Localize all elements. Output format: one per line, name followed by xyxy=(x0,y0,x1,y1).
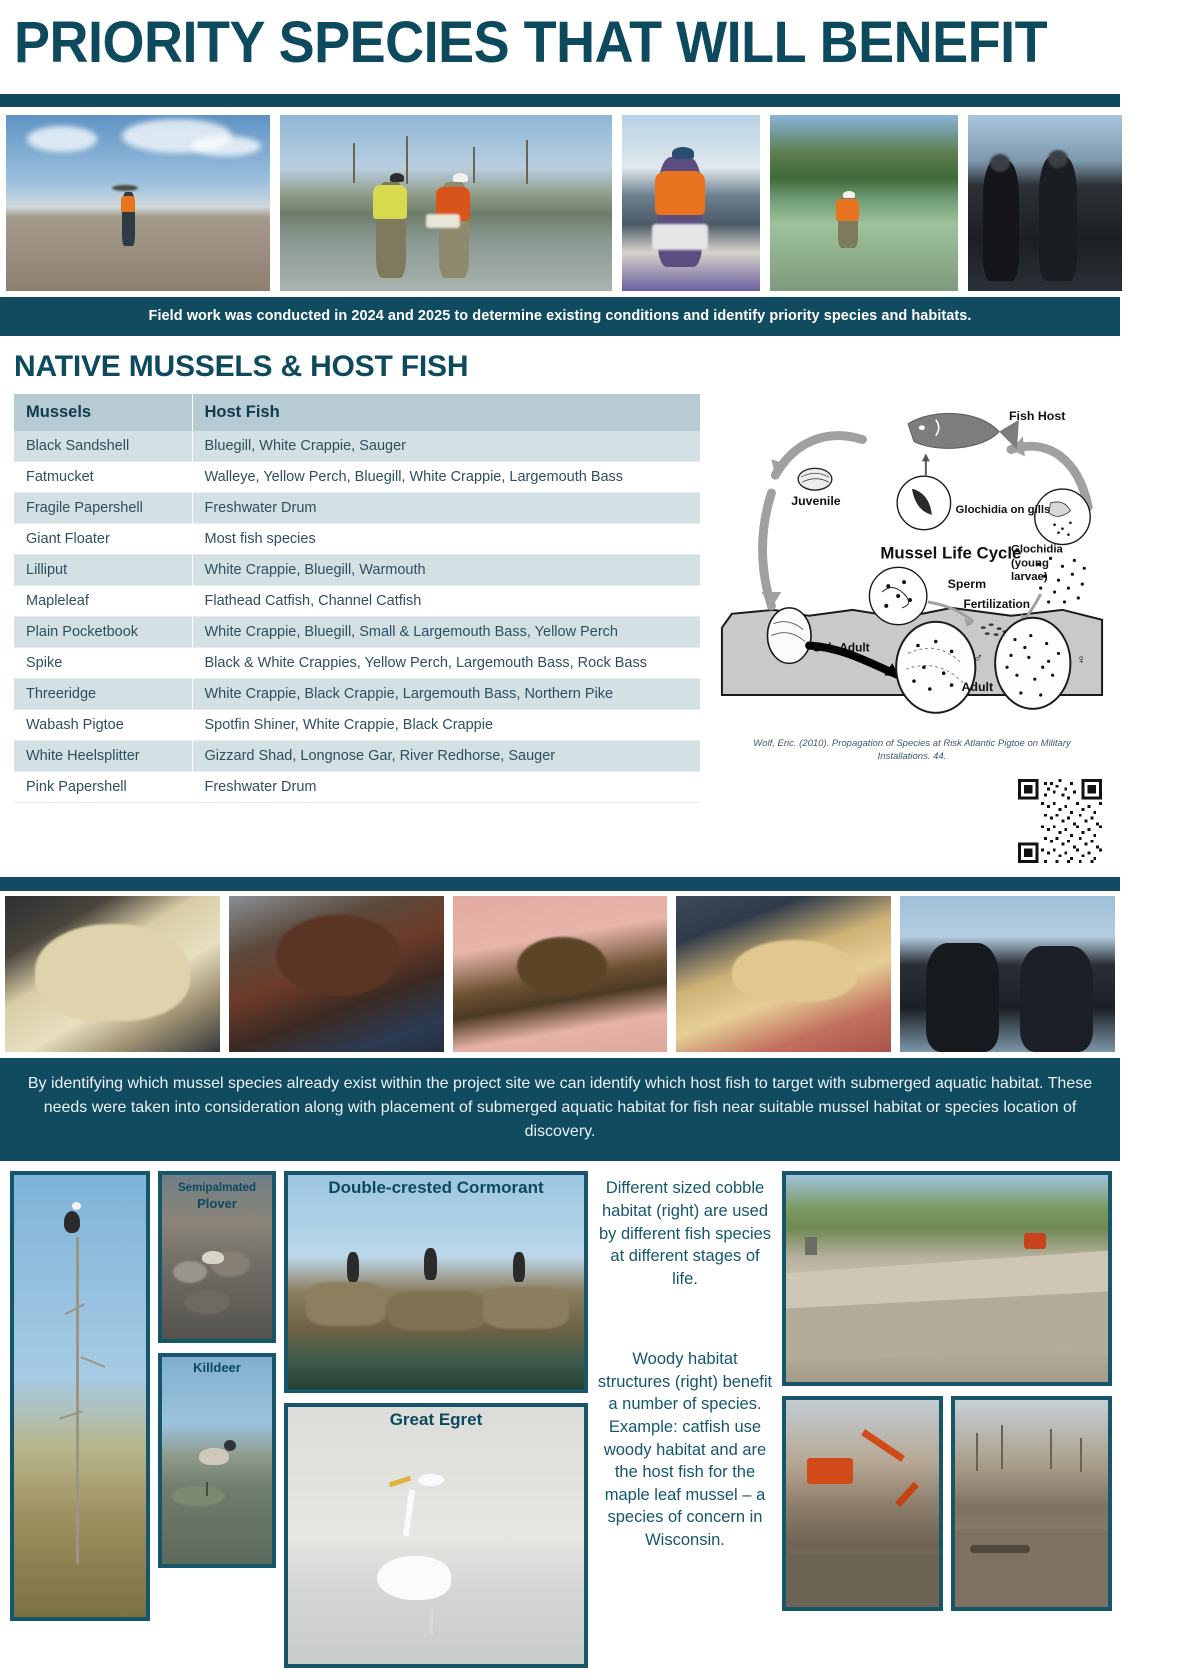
photo-dive-team-on-boat xyxy=(966,113,1124,293)
diagram-label-glochidia-1: Glochidia xyxy=(1010,543,1063,556)
diagram-label-sub-adult: Sub-Adult xyxy=(813,640,870,655)
title-divider xyxy=(0,94,1120,107)
qr-code-icon[interactable] xyxy=(1018,779,1102,863)
note-woody-habitat: Woody habitat structures (right) benefit a number of species. Example: catfish use woody habitat and are the host fish for the maple leaf mussel – a species of concern in Wisconsin. xyxy=(597,1350,773,1550)
cell-mussel: Lilliput xyxy=(14,555,192,586)
cell-mussel: Black Sandshell xyxy=(14,431,192,462)
diagram-label-sperm: Sperm xyxy=(947,577,987,592)
photo-great-egret xyxy=(284,1403,588,1668)
page-title: PRIORITY SPECIES THAT WILL BENEFIT xyxy=(14,10,1048,75)
photo-bald-eagle-on-snag xyxy=(10,1171,150,1621)
section-divider xyxy=(0,877,1120,891)
cell-mussel: Spike xyxy=(14,648,192,679)
column-header-mussels: Mussels xyxy=(14,394,192,431)
photo-mussel-in-hand xyxy=(227,894,446,1054)
plover-label-line2: Plover xyxy=(197,1196,237,1212)
cell-host-fish: Freshwater Drum xyxy=(192,772,700,803)
table-row xyxy=(14,741,700,772)
species-label-cormorant: Double-crested Cormorant xyxy=(328,1178,544,1198)
species-habitat-grid xyxy=(0,1161,1120,1678)
cell-mussel: Fatmucket xyxy=(14,462,192,493)
photo-biologist-on-boat xyxy=(620,113,762,293)
cell-mussel: Threeridge xyxy=(14,679,192,710)
column-habitat-notes xyxy=(596,1171,774,1551)
qr-code-wrapper[interactable] xyxy=(714,779,1110,863)
cell-host-fish: Freshwater Drum xyxy=(192,493,700,524)
cell-host-fish: White Crappie, Bluegill, Small & Largemouth Bass, Yellow Perch xyxy=(192,617,700,648)
fieldwork-photo-strip xyxy=(0,107,1120,297)
species-label-plover xyxy=(162,1175,272,1216)
photo-surveyor-shoreline xyxy=(768,113,960,293)
photo-mussel-with-zebra-mussels xyxy=(674,894,893,1054)
cell-host-fish: Bluegill, White Crappie, Sauger xyxy=(192,431,700,462)
cell-mussel: Mapleleaf xyxy=(14,586,192,617)
cell-host-fish: Walleye, Yellow Perch, Bluegill, White Crappie, Largemouth Bass xyxy=(192,462,700,493)
table-row xyxy=(14,555,700,586)
diagram-label-adult: Adult xyxy=(961,680,994,695)
photo-excavator-placing-woody-habitat xyxy=(782,1396,943,1611)
fieldwork-caption: Field work was conducted in 2024 and 2025 to determine existing conditions and identify priority species and habitats. xyxy=(0,297,1120,336)
table-row xyxy=(14,493,700,524)
photo-small-mussel-in-palm xyxy=(451,894,670,1054)
photo-semipalmated-plover xyxy=(158,1171,276,1343)
plover-label-line1: Semipalmated xyxy=(178,1182,256,1195)
table-row xyxy=(14,772,700,803)
table-row xyxy=(14,679,700,710)
table-row xyxy=(14,431,700,462)
photo-field-biologist-wading xyxy=(4,113,272,293)
male-symbol-icon: ♂ xyxy=(973,649,984,665)
column-habitat-photos xyxy=(782,1171,1112,1611)
table-row xyxy=(14,586,700,617)
table-row xyxy=(14,710,700,741)
mussel-host-fish-table-wrapper xyxy=(14,394,700,803)
cell-mussel: Wabash Pigtoe xyxy=(14,710,192,741)
photo-killdeer xyxy=(158,1353,276,1568)
photo-double-crested-cormorant xyxy=(284,1171,588,1393)
photo-two-surveyors-in-water xyxy=(278,113,614,293)
section-heading-native-mussels: NATIVE MUSSELS & HOST FISH xyxy=(14,350,469,383)
photo-shoreline-woody-habitat xyxy=(951,1396,1112,1611)
summary-text-block: By identifying which mussel species already exist within the project site we can identify which host fish to target with submerged aquatic habitat. These needs were taken into consideration along with placement of submerged aquatic habitat for fish near suitable mussel habitat or species location of discovery. xyxy=(0,1058,1120,1161)
mussel-photo-strip xyxy=(0,891,1120,1058)
table-row xyxy=(14,524,700,555)
cell-mussel: Pink Papershell xyxy=(14,772,192,803)
diagram-label-glochidia-3: larvae) xyxy=(1010,571,1048,584)
mussel-host-fish-table xyxy=(14,394,700,803)
column-header-host-fish: Host Fish xyxy=(192,394,700,431)
diagram-title: Mussel Life Cycle xyxy=(880,543,1022,563)
diagram-label-fish-host: Fish Host xyxy=(1009,408,1066,423)
mussels-and-lifecycle-section xyxy=(0,394,1120,863)
mussel-life-cycle-column xyxy=(700,394,1110,863)
diagram-label-glochidia-2: (young xyxy=(1010,557,1049,570)
species-label-egret: Great Egret xyxy=(389,1410,483,1430)
cell-host-fish: Flathead Catfish, Channel Catfish xyxy=(192,586,700,617)
diagram-label-juvenile: Juvenile xyxy=(791,493,841,508)
poster-header xyxy=(0,0,1120,82)
diagram-citation: Wolf, Eric. (2010). Propagation of Species at Risk Atlantic Pigtoe on Military Installations. 44. xyxy=(753,737,1071,762)
cell-host-fish: White Crappie, Bluegill, Warmouth xyxy=(192,555,700,586)
cell-mussel: White Heelsplitter xyxy=(14,741,192,772)
species-label-killdeer: Killdeer xyxy=(193,1360,241,1376)
photo-two-divers-smiling xyxy=(898,894,1117,1054)
table-body xyxy=(14,431,700,803)
table-row xyxy=(14,617,700,648)
table-row xyxy=(14,462,700,493)
diagram-label-glochidia-on-gills: Glochidia on gills xyxy=(955,503,1051,516)
cell-host-fish: Spotfin Shiner, White Crappie, Black Crappie xyxy=(192,710,700,741)
cell-mussel: Plain Pocketbook xyxy=(14,617,192,648)
mussel-life-cycle-diagram xyxy=(714,398,1110,725)
cell-mussel: Fragile Papershell xyxy=(14,493,192,524)
photo-cobble-habitat-construction xyxy=(782,1171,1112,1386)
diagram-label-fertilization: Fertilization xyxy=(963,596,1031,611)
column-eagle xyxy=(10,1171,150,1621)
cell-host-fish: White Crappie, Black Crappie, Largemouth Bass, Northern Pike xyxy=(192,679,700,710)
cell-host-fish: Black & White Crappies, Yellow Perch, Largemouth Bass, Rock Bass xyxy=(192,648,700,679)
table-header-row xyxy=(14,394,700,431)
female-symbol-icon: ♀ xyxy=(1076,651,1086,667)
cell-mussel: Giant Floater xyxy=(14,524,192,555)
column-bird-species xyxy=(158,1171,588,1668)
table-row xyxy=(14,648,700,679)
note-cobble-habitat: Different sized cobble habitat (right) are used by different fish species at different stages of life. xyxy=(598,1179,772,1288)
photo-open-mussel-shell xyxy=(3,894,222,1054)
cell-host-fish: Most fish species xyxy=(192,524,700,555)
cell-host-fish: Gizzard Shad, Longnose Gar, River Redhorse, Sauger xyxy=(192,741,700,772)
